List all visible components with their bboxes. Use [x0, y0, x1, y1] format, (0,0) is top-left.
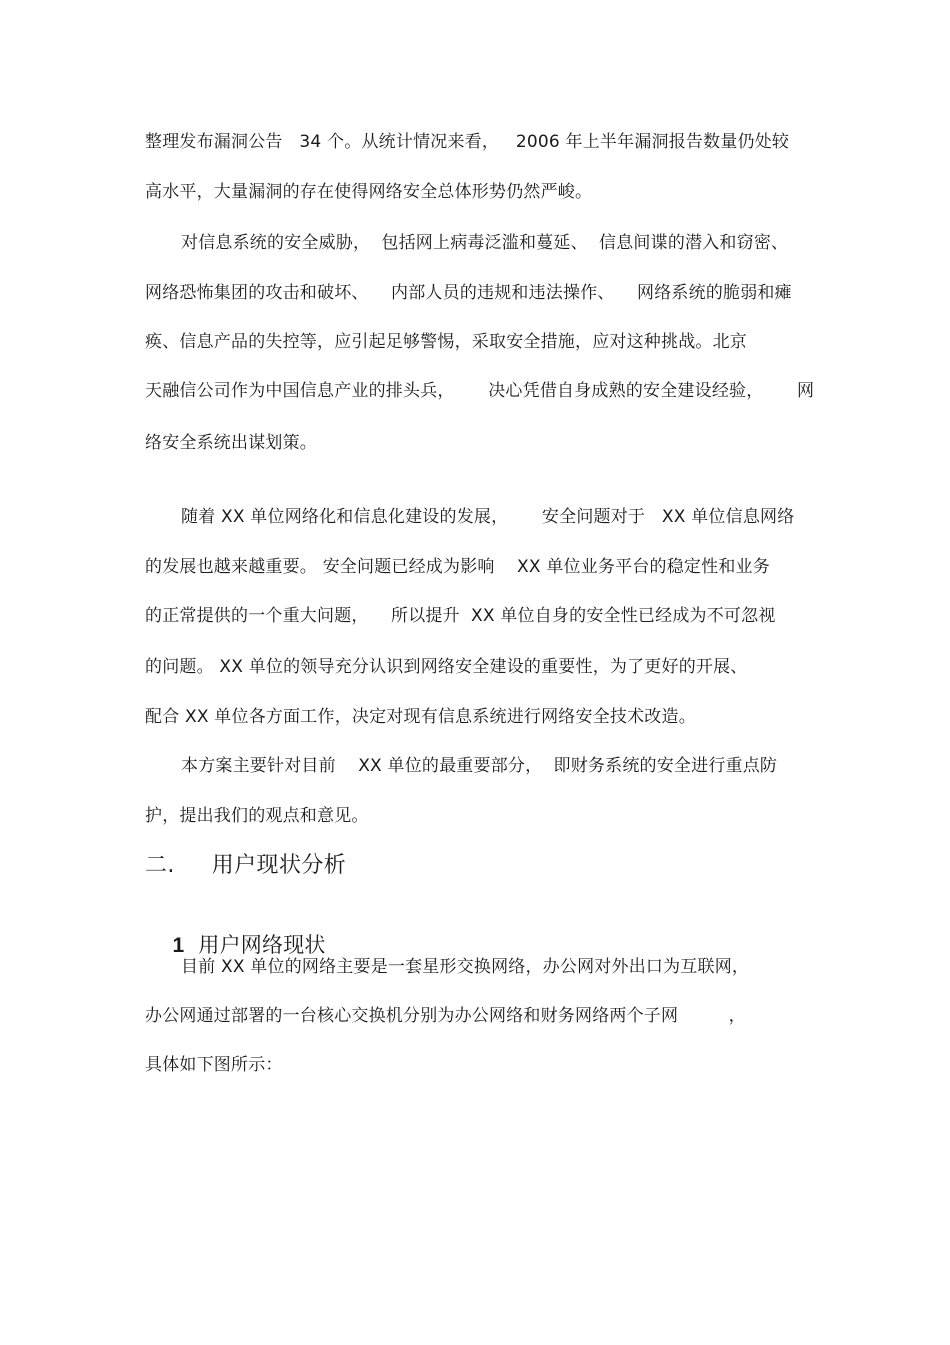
paragraph-3-line-2: 的发展也越来越重要。 安全问题已经成为影响 XX 单位业务平台的稳定性和业务: [145, 557, 770, 577]
paragraph-2-line-2: 网络恐怖集团的攻击和破坏、 内部人员的违规和违法操作、 网络系统的脆弱和瘫: [145, 283, 792, 303]
paragraph-2-line-5: 络安全系统出谋划策。: [145, 433, 317, 453]
paragraph-5-line-2: 办公网通过部署的一台核心交换机分别为办公网络和财务网络两个子网 ，: [145, 1006, 746, 1026]
paragraph-3-line-4: 的问题。 XX 单位的领导充分认识到网络安全建设的重要性，为了更好的开展、: [145, 657, 748, 677]
subsection-title: 用户网络现状: [198, 933, 326, 957]
paragraph-1-line-2: 高水平，大量漏洞的存在使得网络安全总体形势仍然严峻。: [145, 182, 593, 202]
paragraph-1-line-1: 整理发布漏洞公告 34 个。从统计情况来看， 2006 年上半年漏洞报告数量仍处较: [145, 132, 790, 152]
subsection-number: 1: [172, 934, 185, 957]
paragraph-4-line-2: 护，提出我们的观点和意见。: [145, 806, 369, 826]
section-heading: 二. 用户现状分析: [145, 853, 347, 878]
paragraph-3-line-5: 配合 XX 单位各方面工作，决定对现有信息系统进行网络安全技术改造。: [145, 707, 696, 727]
paragraph-2-line-1: 对信息系统的安全威胁， 包括网上病毒泛滥和蔓延、 信息间谍的潜入和窃密、: [181, 233, 789, 253]
paragraph-2-line-3: 痪、信息产品的失控等，应引起足够警惕，采取安全措施，应对这种挑战。北京: [145, 332, 747, 352]
paragraph-3-line-3: 的正常提供的一个重大问题， 所以提升 XX 单位自身的安全性已经成为不可忽视: [145, 606, 776, 626]
paragraph-5-line-1: 目前 XX 单位的网络主要是一套星形交换网络，办公网对外出口为互联网，: [181, 957, 750, 977]
paragraph-4-line-1: 本方案主要针对目前 XX 单位的最重要部分， 即财务系统的安全进行重点防: [181, 756, 778, 776]
paragraph-5-line-3: 具体如下图所示：: [145, 1055, 283, 1075]
paragraph-2-line-4: 天融信公司作为中国信息产业的排头兵， 决心凭借自身成熟的安全建设经验， 网: [145, 381, 815, 401]
paragraph-3-line-1: 随着 XX 单位网络化和信息化建设的发展， 安全问题对于 XX 单位信息网络: [181, 507, 795, 527]
